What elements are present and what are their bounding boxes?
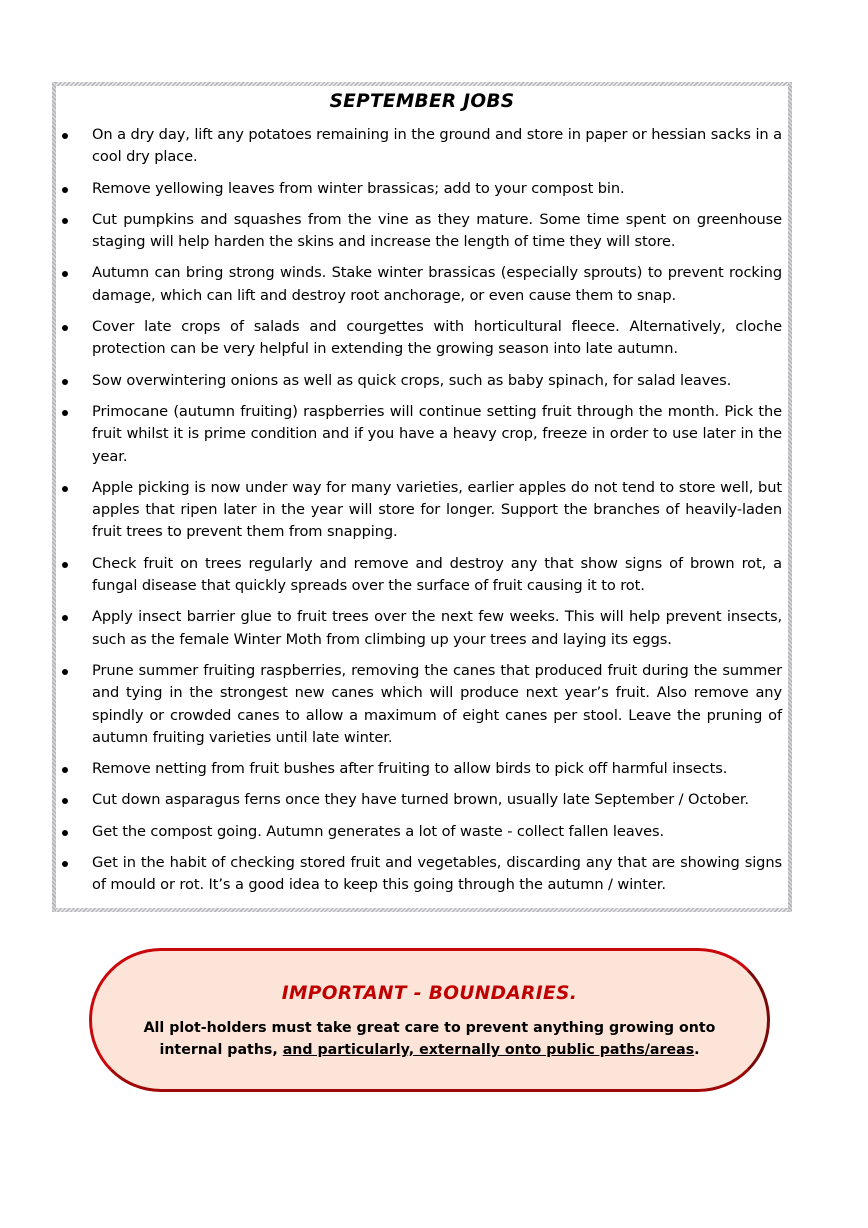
job-item [52,316,792,361]
notice-body-end: . [694,1042,700,1058]
bullet-icon [62,486,68,492]
bullet-icon [62,410,68,416]
hatched-border-bottom [52,908,792,912]
job-item [52,553,792,598]
bullet-icon [62,133,68,139]
job-text: On a dry day, lift any potatoes remaining in the ground and store in paper or hessian sacks in a cool dry place. [92,126,782,166]
jobs-list [52,124,792,906]
notice-title: IMPORTANT - BOUNDARIES. [281,983,578,1004]
job-item [52,209,792,254]
job-text: Cover late crops of salads and courgettes with horticultural fleece. Alternatively, cloche protection can be very helpful in extending the growing season into late autumn. [92,318,782,358]
job-item [52,477,792,544]
job-item [52,821,792,843]
notice-body [132,1017,727,1061]
job-text: Primocane (autumn fruiting) raspberries will continue setting fruit through the month. Pick the fruit whilst it is prime condition and if you have a heavy crop, freeze in order to use later in the year. [92,402,782,465]
job-item [52,758,792,780]
bullet-icon [62,767,68,773]
job-text: Prune summer fruiting raspberries, removing the canes that produced fruit during the summer and tying in the strongest new canes which will produce next year’s fruit. Also remove any spindly or crowded canes to allow a maximum of eight canes per stool. Leave the pruning of autumn fruiting varieties until late winter. [92,661,782,746]
bullet-icon [62,830,68,836]
bullet-icon [62,271,68,277]
job-item [52,852,792,897]
job-text: Get in the habit of checking stored fruit and vegetables, discarding any that are showing signs of mould or rot. It’s a good idea to keep this going through the autumn / winter. [92,854,782,894]
notice-body-underlined: and particularly, externally onto public paths/areas [282,1042,695,1058]
job-text: Sow overwintering onions as well as quick crops, such as baby spinach, for salad leaves. [92,371,732,389]
boundaries-notice [89,948,770,1092]
bullet-icon [62,615,68,621]
bullet-icon [62,562,68,568]
bullet-icon [62,669,68,675]
job-text: Cut pumpkins and squashes from the vine as they mature. Some time spent on greenhouse staging will help harden the skins and increase the length of time they will store. [92,210,782,251]
job-item [52,660,792,749]
job-item [52,606,792,651]
hatched-border-top [52,82,792,86]
job-text: Cut down asparagus ferns once they have turned brown, usually late September / October. [92,791,749,809]
job-item [52,262,792,307]
job-text: Check fruit on trees regularly and remove and destroy any that show signs of brown rot, a fungal disease that quickly spreads over the surface of fruit causing it to rot. [92,554,782,595]
job-text: Apple picking is now under way for many varieties, earlier apples do not tend to store well, but apples that ripen later in the year will store for longer. Support the branches of heavily-laden fruit trees to prevent them from snapping. [92,478,782,541]
bullet-icon [62,798,68,804]
job-item [52,789,792,811]
job-text: Apply insect barrier glue to fruit trees over the next few weeks. This will help prevent insects, such as the female Winter Moth from climbing up your trees and laying its eggs. [92,608,782,648]
bullet-icon [62,861,68,867]
bullet-icon [62,325,68,331]
job-item [52,401,792,468]
job-text: Remove yellowing leaves from winter brassicas; add to your compost bin. [92,179,625,197]
bullet-icon [62,379,68,385]
jobs-title: SEPTEMBER JOBS [329,91,515,112]
job-text: Remove netting from fruit bushes after fruiting to allow birds to pick off harmful insects. [92,760,728,778]
job-item [52,178,792,200]
september-jobs-box [52,82,792,912]
job-text: Autumn can bring strong winds. Stake winter brassicas (especially sprouts) to prevent rocking damage, which can lift and destroy root anchorage, or even cause them to snap. [92,264,782,304]
notice-body-text: All plot-holders must take great care to prevent anything growing onto internal paths, [143,1020,716,1058]
bullet-icon [62,218,68,224]
job-item [52,370,792,392]
job-text: Get the compost going. Autumn generates a lot of waste - collect fallen leaves. [92,822,665,840]
job-item [52,124,792,169]
bullet-icon [62,187,68,193]
